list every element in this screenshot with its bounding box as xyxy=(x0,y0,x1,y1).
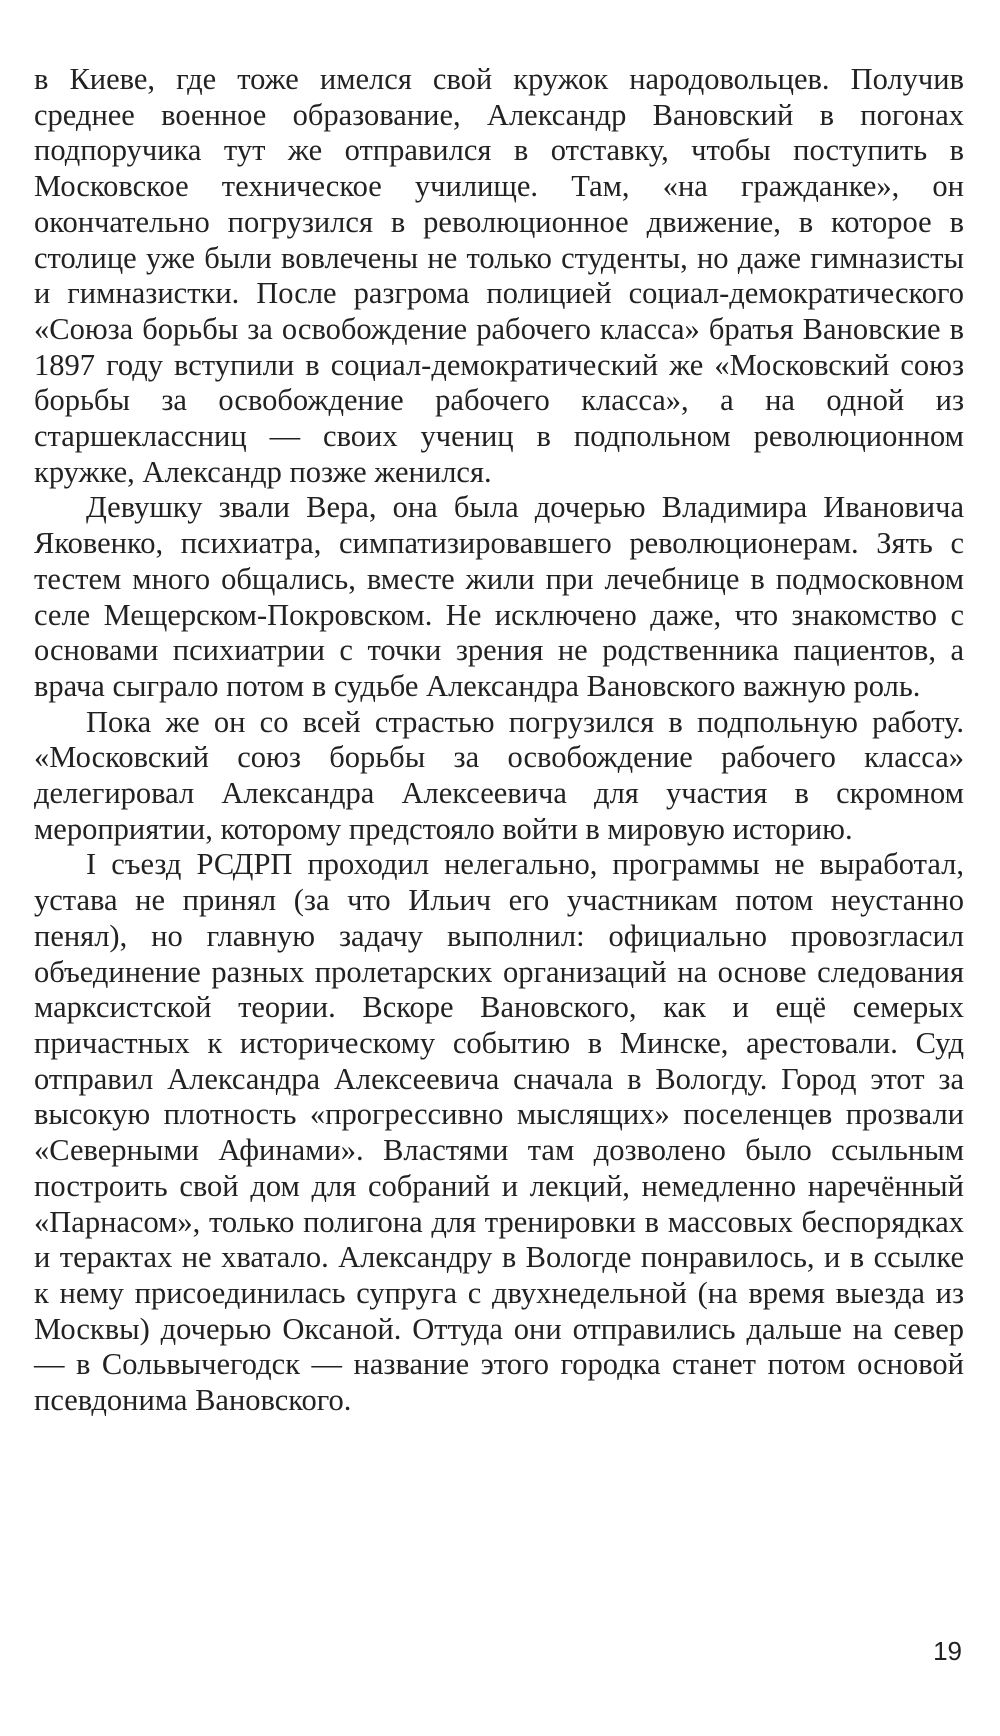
paragraph-3: Пока же он со всей страстью погрузился в подпольную работу. «Московский союз борьбы за освобождение рабочего класса» делегировал Александра Алексеевича для участия в скромном мероприятии, которому предстояло войти в мировую историю. xyxy=(34,704,964,846)
paragraph-4: I съезд РСДРП проходил нелегально, программы не выработал, устава не принял (за что Ильич его участникам потом неустанно пенял), но главную задачу выполнил: официально провозгласил объединение разных пролетарских организаций на основе следования марксистской теории. Вскоре Вановского, как и ещё семерых причастных к историческому событию в Минске, арестовали. Суд отправил Александра Алексеевича сначала в Вологду. Город этот за высокую плотность «прогрессивно мыслящих» поселенцев прозвали «Северными Афинами». Властями там дозволено было ссыльным построить свой дом для собраний и лекций, немедленно наречённый «Парнасом», только полигона для тренировки в массовых беспорядках и терактах не хватало. Александру в Вологде понравилось, и в ссылке к нему присоединилась супруга с двухнедельной (на время выезда из Москвы) дочерью Оксаной. Оттуда они отправились дальше на север — в Сольвычегодск — название этого городка станет потом основой псевдонима Вановского. xyxy=(34,847,964,1418)
page-number: 19 xyxy=(933,1636,962,1666)
paragraph-2: Девушку звали Вера, она была дочерью Владимира Ивановича Яковенко, психиатра, симпатизировавшего революционерам. Зять с тестем много общались, вместе жили при лечебнице в подмосковном селе Мещерском-Покровском. Не исключено даже, что знакомство с основами психиатрии с точки зрения не родственника пациентов, а врача сыграло потом в судьбе Александра Вановского важную роль. xyxy=(34,490,964,703)
page-body xyxy=(34,62,964,1419)
paragraph-1: в Киеве, где тоже имелся свой кружок народовольцев. Получив среднее военное образование, Александр Вановский в погонах подпоручика тут же отправился в отставку, чтобы поступить в Московское техническое училище. Там, «на гражданке», он окончательно погрузился в революционное движение, в которое в столице уже были вовлечены не только студенты, но даже гимназисты и гимназистки. После разгрома полицией социал-демократического «Союза борьбы за освобождение рабочего класса» братья Вановские в 1897 году вступили в социал-демократический же «Московский союз борьбы за освобождение рабочего класса», а на одной из старшеклассниц — своих учениц в подпольном революционном кружке, Александр позже женился. xyxy=(34,62,964,489)
